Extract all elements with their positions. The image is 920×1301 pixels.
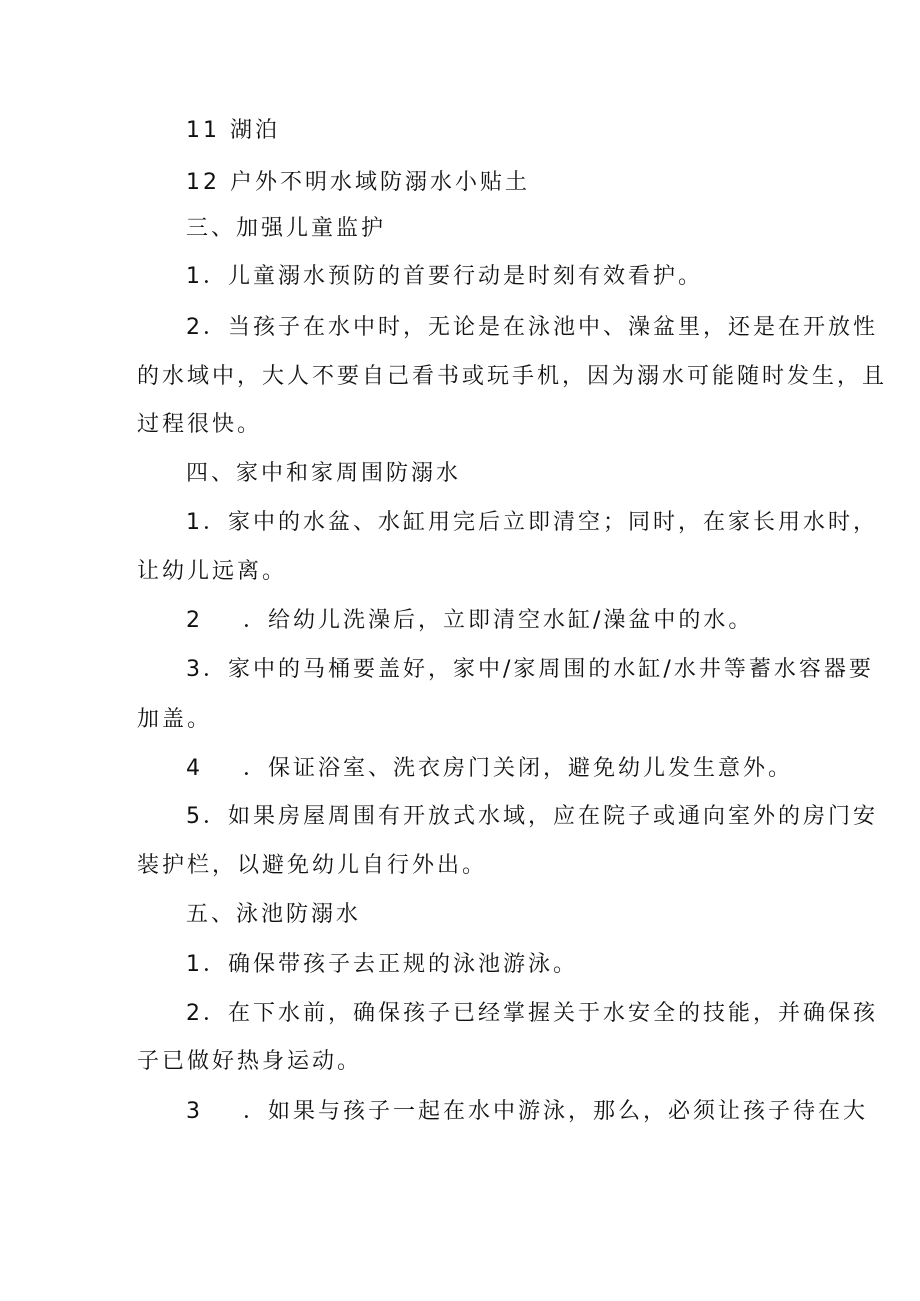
paragraph-4-3-line1: 3．家中的马桶要盖好，家中/家周围的水缸/水井等蓄水容器要 — [186, 657, 874, 682]
item-number: 3 — [186, 1099, 203, 1124]
paragraph-4-4 — [186, 754, 793, 784]
paragraph-4-3-line2: 加盖。 — [137, 707, 213, 732]
paragraph-4-5-line1: 5．如果房屋周围有开放式水域，应在院子或通向室外的房门安 — [186, 804, 878, 829]
item-text: ．给幼儿洗澡后，立即清空水缸/澡盆中的水。 — [243, 608, 754, 633]
section-heading-5: 五、泳池防溺水 — [186, 902, 362, 927]
paragraph-5-2-line1: 2．在下水前，确保孩子已经掌握关于水安全的技能，并确保孩 — [186, 1001, 878, 1026]
list-item-lakes: 11 湖泊 — [186, 118, 280, 143]
paragraph-5-2-line2: 子已做好热身运动。 — [137, 1049, 363, 1074]
paragraph-4-1-line1: 1．家中的水盆、水缸用完后立即清空；同时，在家长用水时， — [186, 510, 878, 535]
section-heading-3: 三、加强儿童监护 — [186, 216, 387, 241]
item-text: ．保证浴室、洗衣房门关闭，避免幼儿发生意外。 — [243, 756, 794, 781]
paragraph-5-3 — [186, 1097, 868, 1127]
paragraph-4-2 — [186, 606, 753, 636]
paragraph-3-1: 1．儿童溺水预防的首要行动是时刻有效看护。 — [186, 264, 703, 289]
paragraph-4-5-line2: 装护栏，以避免幼儿自行外出。 — [137, 853, 488, 878]
list-item-outdoor-tips: 12 户外不明水域防溺水小贴土 — [186, 170, 530, 195]
item-text: ．如果与孩子一起在水中游泳，那么，必须让孩子待在大 — [243, 1099, 869, 1124]
item-number: 4 — [186, 756, 203, 781]
item-number: 2 — [186, 608, 203, 633]
paragraph-3-2-line1: 2．当孩子在水中时，无论是在泳池中、澡盆里，还是在开放性 — [186, 315, 878, 340]
paragraph-3-2-line3: 过程很快。 — [137, 412, 263, 437]
paragraph-4-1-line2: 让幼儿远离。 — [137, 559, 288, 584]
paragraph-5-1: 1．确保带孩子去正规的泳池游泳。 — [186, 952, 578, 977]
paragraph-3-2-line2: 的水域中，大人不要自己看书或玩手机，因为溺水可能随时发生，且 — [137, 364, 888, 389]
section-heading-4: 四、家中和家周围防溺水 — [186, 461, 462, 486]
